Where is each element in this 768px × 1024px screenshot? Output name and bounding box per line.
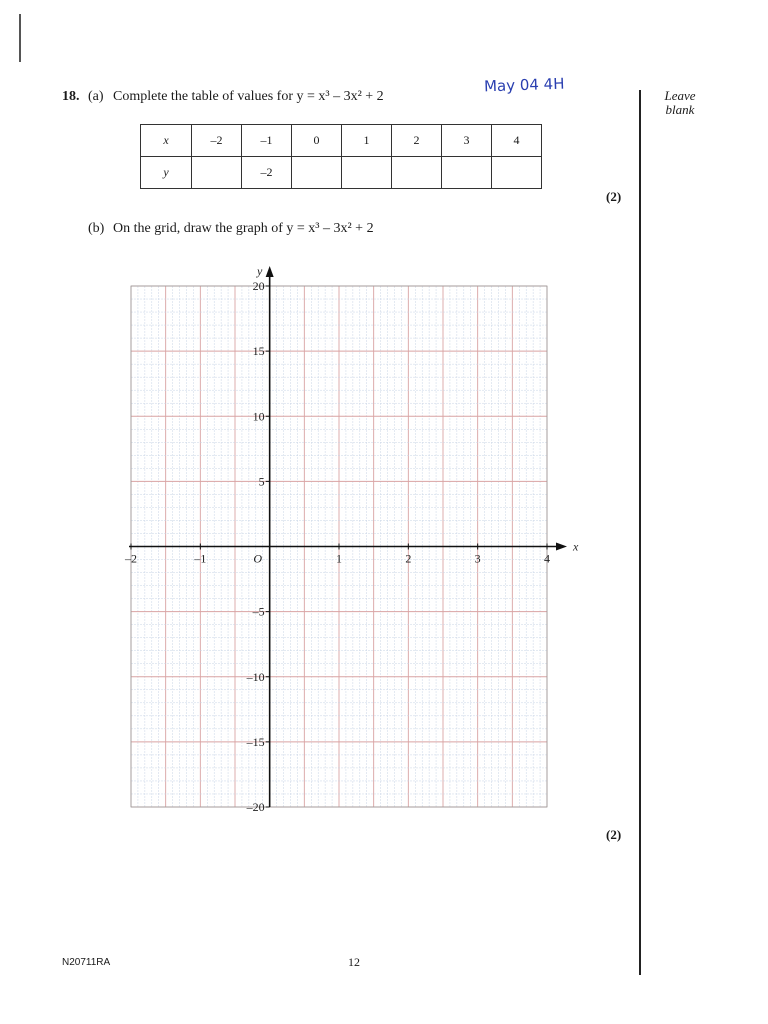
y-tick-label: 5 [258,474,265,489]
part-a-text: Complete the table of values for y = x³ – 3x² + 2 [113,89,384,104]
x-value: 4 [492,125,542,157]
y-tick-label: 15 [252,344,265,359]
x-value: –1 [242,125,292,157]
y-value-cell[interactable] [292,157,342,189]
origin-label: O [253,551,263,566]
x-value: 1 [342,125,392,157]
y-tick-label: –15 [246,734,265,749]
y-tick-label: –10 [246,669,265,684]
scan-mark [19,14,21,62]
x-tick-label: 3 [474,551,481,566]
leave-blank-label: Leave blank [664,88,696,117]
x-tick-label: 2 [405,551,412,566]
y-axis-label: y [257,264,263,278]
handwritten-note: May 04 4H [483,74,565,96]
margin-line [639,90,641,975]
y-axis-arrow-icon [266,266,274,277]
x-value: 3 [442,125,492,157]
part-b-text: On the grid, draw the graph of y = x³ – 3x² + 2 [113,221,374,236]
y-tick-label: 10 [252,409,265,424]
marks-part-a: (2) [606,189,622,204]
x-value: 2 [392,125,442,157]
y-tick-label: –20 [246,800,265,814]
x-tick-label: 4 [544,551,550,566]
page-number: 12 [348,955,360,969]
y-value-cell[interactable] [392,157,442,189]
part-b-label: (b) [88,221,105,236]
y-value-cell[interactable] [492,157,542,189]
y-tick-label: –5 [252,604,265,619]
y-value-cell[interactable] [342,157,392,189]
part-a-label: (a) [88,89,104,104]
values-table [140,124,542,189]
footer-code: N20711RA [62,957,111,968]
x-tick-label: –1 [194,551,207,566]
x-axis-arrow-icon [556,543,567,551]
x-header: x [141,125,192,157]
table-row-y [141,157,542,189]
table-row-x [141,125,542,157]
x-tick-label: 1 [336,551,342,566]
x-value: –2 [192,125,242,157]
x-axis-label: x [573,539,579,554]
graph-grid[interactable] [110,260,580,820]
y-value-cell[interactable]: –2 [242,157,292,189]
question-number: 18. [62,89,80,104]
y-header: y [141,157,192,189]
x-tick-label: –2 [125,551,137,566]
y-tick-label: 20 [252,279,265,293]
y-value-cell[interactable] [442,157,492,189]
x-value: 0 [292,125,342,157]
y-value-cell[interactable] [192,157,242,189]
marks-part-b: (2) [606,827,622,842]
